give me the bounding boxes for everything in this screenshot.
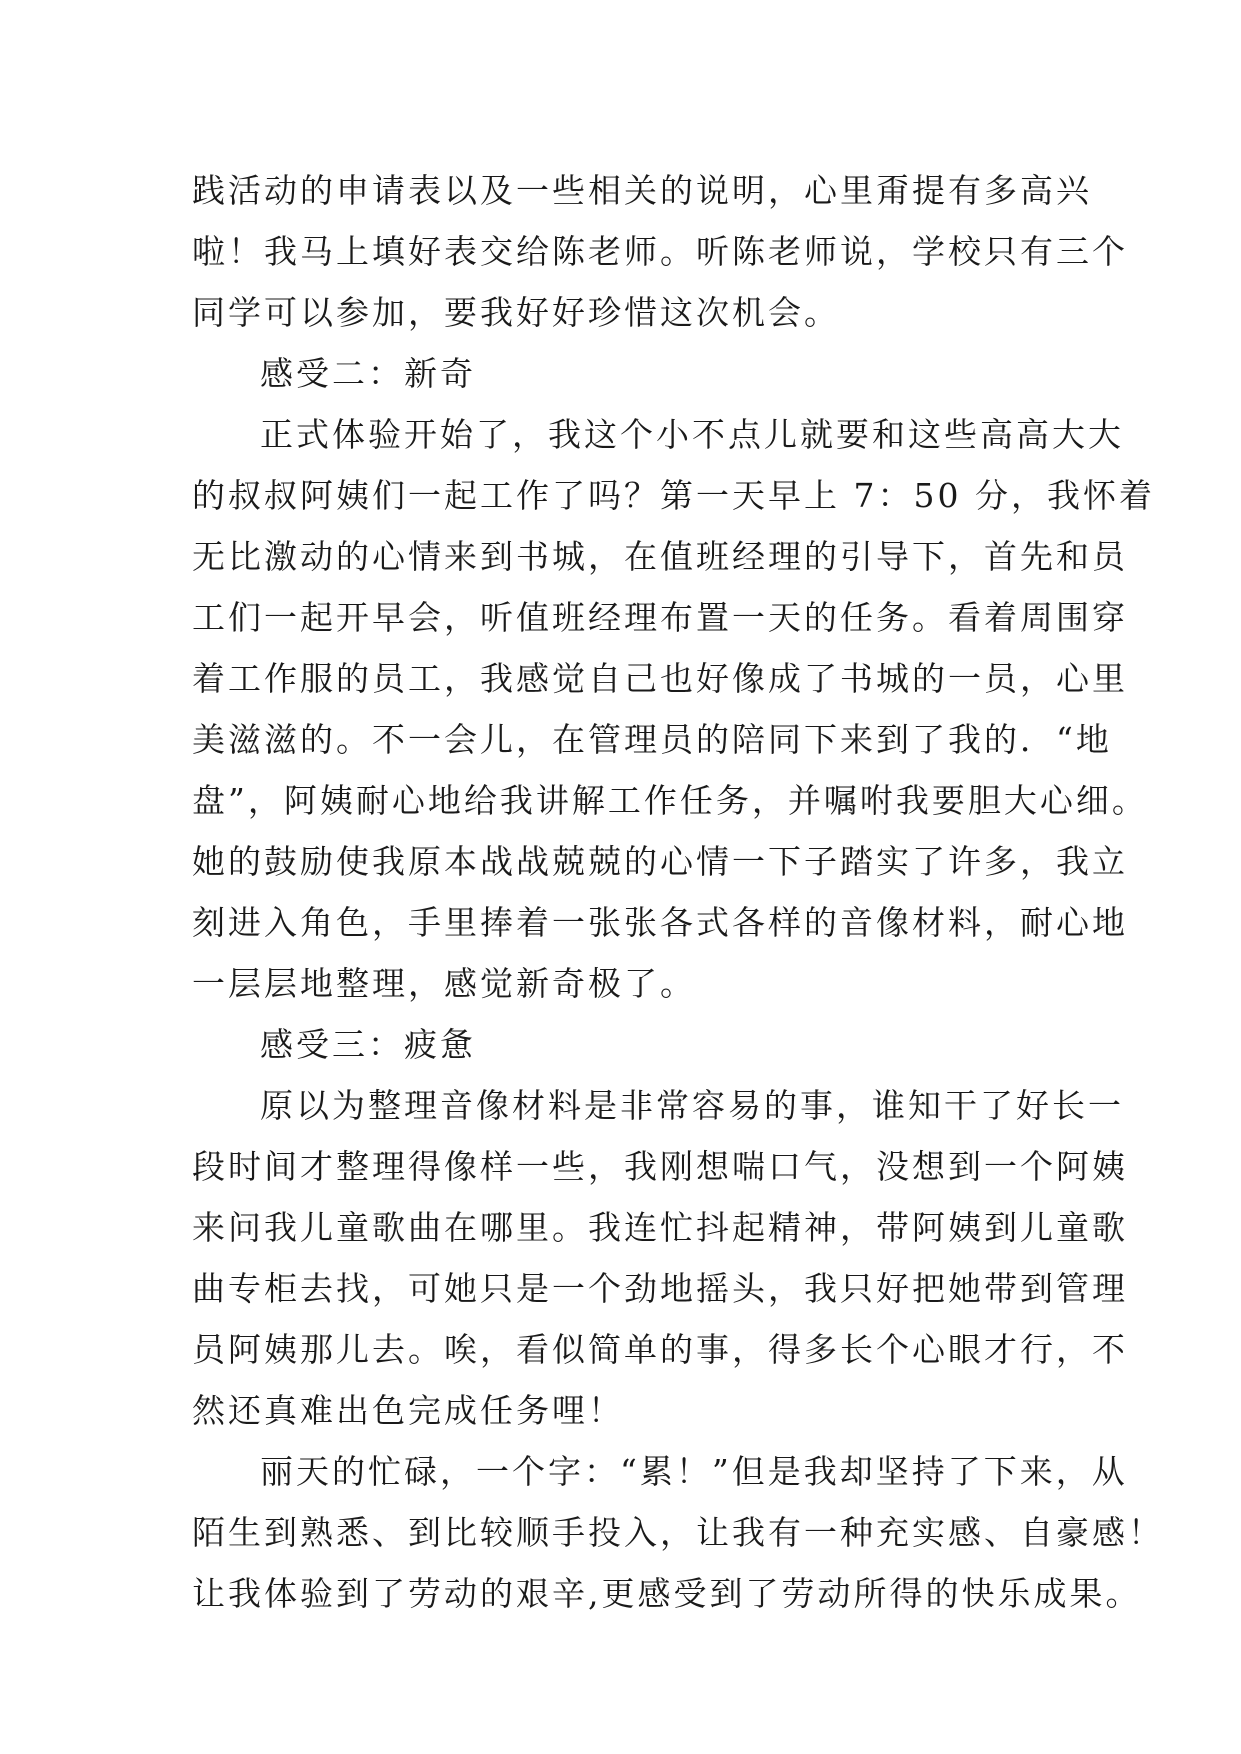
paragraph-line: 啦！我马上填好表交给陈老师。听陈老师说，学校只有三个 bbox=[192, 232, 1128, 271]
paragraph-line: 同学可以参加，要我好好珍惜这次机会。 bbox=[192, 293, 840, 332]
paragraph-line: 一层层地整理，感觉新奇极了。 bbox=[192, 964, 696, 1003]
paragraph-line: 无比激动的心情来到书城，在值班经理的引导下，首先和员 bbox=[192, 537, 1128, 576]
paragraph-line: 来问我儿童歌曲在哪里。我连忙抖起精神，带阿姨到儿童歌 bbox=[192, 1208, 1128, 1247]
paragraph-line: 曲专柜去找，可她只是一个劲地摇头，我只好把她带到管理 bbox=[192, 1269, 1128, 1308]
paragraph-line: 然还真难出色完成任务哩！ bbox=[192, 1391, 624, 1430]
paragraph-line: 丽天的忙碌，一个字：“累！”但是我却坚持了下来，从 bbox=[260, 1452, 1128, 1491]
paragraph-line: 工们一起开早会，听值班经理布置一天的任务。看着周围穿 bbox=[192, 598, 1128, 637]
paragraph-line: 盘”，阿姨耐心地给我讲解工作任务，并嘱咐我要胆大心细。 bbox=[192, 781, 1148, 820]
paragraph-line: 着工作服的员工，我感觉自己也好像成了书城的一员，心里 bbox=[192, 659, 1128, 698]
paragraph-line: 员阿姨那儿去。唉，看似简单的事，得多长个心眼才行，不 bbox=[192, 1330, 1128, 1369]
paragraph-line: 陌生到熟悉、到比较顺手投入，让我有一种充实感、自豪感！ bbox=[192, 1513, 1164, 1552]
paragraph-line: 正式体验开始了，我这个小不点儿就要和这些高高大大 bbox=[260, 415, 1124, 454]
paragraph-line: 段时间才整理得像样一些，我刚想喘口气，没想到一个阿姨 bbox=[192, 1147, 1128, 1186]
paragraph-line: 刻进入角色，手里捧着一张张各式各样的音像材料，耐心地 bbox=[192, 903, 1128, 942]
paragraph-line: 她的鼓励使我原本战战兢兢的心情一下子踏实了许多，我立 bbox=[192, 842, 1128, 881]
document-body bbox=[192, 160, 1164, 1624]
section-heading: 感受三：疲惫 bbox=[260, 1025, 476, 1064]
paragraph-line: 美滋滋的。不一会儿，在管理员的陪同下来到了我的．“地 bbox=[192, 720, 1112, 759]
paragraph-line: 的叔叔阿姨们一起工作了吗？第一天早上 7：50 分，我怀着 bbox=[192, 476, 1155, 515]
paragraph-line: 原以为整理音像材料是非常容易的事，谁知干了好长一 bbox=[260, 1086, 1124, 1125]
section-heading: 感受二：新奇 bbox=[260, 354, 476, 393]
paragraph-line: 践活动的申请表以及一些相关的说明，心里甭提有多高兴 bbox=[192, 171, 1092, 210]
paragraph-line: 让我体验到了劳动的艰辛,更感受到了劳动所得的快乐成果。 bbox=[192, 1574, 1142, 1613]
